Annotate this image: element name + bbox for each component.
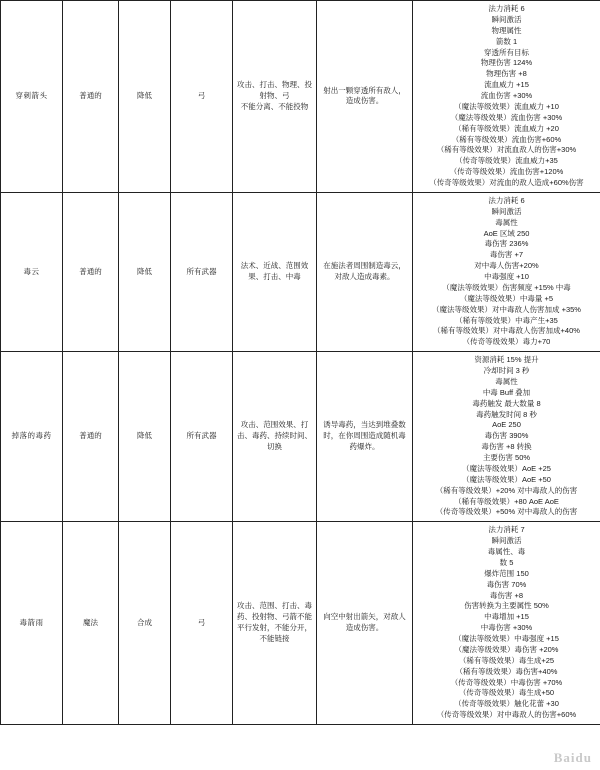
skill-rarity: 降低 (119, 192, 171, 351)
skill-description: 向空中射出箭矢，对敌人造成伤害。 (317, 522, 413, 725)
effect-line: 伤害转换为主要属性 50% (464, 601, 549, 611)
effect-line: 法力消耗 7 (488, 525, 525, 535)
table-body (1, 1, 600, 725)
skill-weapon: 所有武器 (171, 192, 233, 351)
skill-rarity: 降低 (119, 352, 171, 522)
effect-line: （魔法等级效果）AoE +50 (462, 474, 551, 484)
tag-line: 法术、近战、范围效果、打击、中毒 (240, 261, 309, 281)
skill-name: 穿刺箭头 (1, 1, 63, 193)
effect-line: 中毒强度 +10 (484, 272, 529, 281)
effect-line: 法力消耗 6 (488, 4, 525, 13)
effect-line: 中毒 Buff 叠加 (482, 387, 531, 397)
effect-line: 物理伤害 124% (480, 58, 533, 68)
effect-line: 毒伤害 +8 转换 (481, 442, 532, 452)
effect-line: （稀有等级效果）流血威力 +20 (454, 123, 559, 133)
table-row (1, 522, 600, 725)
tag-line: 不能分离、不能投物 (240, 101, 309, 111)
effect-line: 物理伤害 +8 (486, 69, 527, 79)
skill-type: 普通的 (63, 1, 119, 193)
effect-line: 数 5 (499, 557, 514, 567)
effect-line: 毒伤害 +7 (489, 250, 524, 260)
effect-line: （传奇等级效果）对中毒敌人的伤害+60% (436, 710, 577, 720)
effect-line: （稀有等级效果）+20% 对中毒敌人的伤害 (435, 485, 578, 495)
effect-line: （魔法等级效果）中毒强度 +15 (454, 634, 559, 643)
effect-line: （魔法等级效果）AoE +25 (462, 463, 551, 473)
effect-line: （魔法等级效果）对中毒敌人伤害加成 +35% (432, 304, 581, 314)
effect-line: 毒属性、毒 (487, 547, 526, 556)
effect-line: 瞬间激活 (491, 206, 522, 216)
effect-line: （传奇等级效果）流血伤害+120% (449, 167, 564, 177)
skill-type: 魔法 (63, 522, 119, 725)
effect-line: （稀有等级效果）毒生成+25 (458, 655, 555, 665)
effect-line: （传奇等级效果）+50% 对中毒敌人的伤害 (435, 507, 578, 517)
effect-line: 爆炸范围 150 (484, 568, 529, 578)
effect-line: （传奇等级效果）毒生成+50 (458, 688, 555, 698)
effect-line: 瞬间激活 (491, 14, 522, 24)
effect-line: （传奇等级效果）触化花蕾 +30 (454, 699, 559, 709)
skill-type: 普通的 (63, 192, 119, 351)
effect-line: 毒属性 (495, 217, 518, 227)
effect-line: （传奇等级效果）对流血的敌人造成+60%伤害 (429, 178, 584, 187)
effect-line: 毒药触发 最大数量 8 (472, 398, 541, 408)
effect-line: AoE 250 (492, 420, 521, 430)
skill-name: 毒云 (1, 192, 63, 351)
skill-tags (233, 522, 317, 725)
effect-line: 中毒伤害 +30% (480, 623, 533, 633)
effect-line: （魔法等级效果）流血伤害 +30% (450, 112, 563, 122)
skill-weapon: 所有武器 (171, 352, 233, 522)
effect-line: AoE 区域 250 (483, 228, 530, 238)
skill-description: 在施法者周围制造毒云，对敌人造成毒素。 (317, 192, 413, 351)
effect-line: 中毒增加 +15 (484, 612, 529, 622)
effect-line: 毒伤害 70% (486, 579, 527, 589)
skill-name: 掉落的毒药 (1, 352, 63, 522)
effect-line: （稀有等级效果）流血伤害+60% (451, 134, 562, 144)
effect-line: 物理属性 (491, 25, 522, 35)
tag-line: 攻击、范围效果、打击、毒药、持续时间、切换 (237, 420, 312, 452)
effect-line: （魔法等级效果）中毒量 +5 (459, 293, 554, 303)
effect-line: 毒伤害 390% (484, 431, 529, 441)
skill-effects (413, 522, 600, 725)
effect-line: 毒药触发时间 8 秒 (476, 409, 537, 419)
effect-line: （稀有等级效果）+80 AoE AoE (454, 496, 559, 506)
effect-line: （稀有等级效果）中毒产生+35 (455, 315, 558, 325)
skill-description: 射出一颗穿透所有敌人，造成伤害。 (317, 1, 413, 193)
skill-tags (233, 192, 317, 351)
skill-name: 毒箭雨 (1, 522, 63, 725)
effect-line: （稀有等级效果）对流血敌人的伤害+30% (436, 145, 577, 155)
skill-effects (413, 352, 600, 522)
effect-line: 毒属性 (495, 376, 518, 386)
effect-line: 资源消耗 15% 提升 (474, 355, 539, 365)
effect-line: 毒伤害 +8 (489, 590, 524, 600)
effect-line: 毒伤害 236% (484, 239, 529, 249)
effect-line: （稀有等级效果）毒伤害+40% (455, 666, 558, 676)
effect-line: 对中毒人伤害+20% (474, 261, 539, 271)
skill-description: 诱导毒药，当达到堆叠数时，在你周围造成随机毒药爆炸。 (317, 352, 413, 522)
effect-line: （魔法等级效果）流血威力 +10 (454, 101, 559, 111)
effect-line: 箭数 1 (495, 36, 518, 46)
effect-line: 冷却时间 3 秒 (483, 366, 530, 375)
skill-rarity: 降低 (119, 1, 171, 193)
watermark: Baidu (553, 750, 592, 765)
effect-line: （魔法等级效果）伤害频度 +15% 中毒 (442, 282, 571, 292)
skill-tags (233, 1, 317, 193)
skill-rarity: 合成 (119, 522, 171, 725)
skill-tags (233, 352, 317, 522)
effect-line: （传奇等级效果）毒力+70 (462, 337, 551, 347)
tag-line: 平行发射，不能分开，不能链接 (237, 623, 312, 643)
skill-effects (413, 1, 600, 193)
effect-line: 穿透所有目标 (484, 47, 529, 57)
table-row (1, 1, 600, 193)
skill-effects (413, 192, 600, 351)
effect-line: 瞬间激活 (491, 536, 522, 546)
effect-line: （传奇等级效果）流血威力+35 (455, 156, 558, 166)
tag-line: 攻击、打击、物理、投射物、弓 (237, 80, 312, 100)
skill-type: 普通的 (63, 352, 119, 522)
effect-line: 法力消耗 6 (488, 195, 525, 205)
table-row (1, 352, 600, 522)
effect-line: 流血威力 +15 (484, 80, 529, 90)
effect-line: （传奇等级效果）中毒伤害 +70% (450, 677, 563, 687)
effect-line: （稀有等级效果）对中毒敌人伤害加成+40% (433, 326, 580, 336)
effect-line: （魔法等级效果）毒伤害 +20% (454, 644, 559, 654)
effect-line: 流血伤害 +30% (480, 91, 533, 100)
skill-weapon: 弓 (171, 1, 233, 193)
effect-line: 主要伤害 50% (482, 453, 531, 462)
tag-line: 攻击、范围、打击、毒药、投射物、弓箭不能 (237, 601, 312, 622)
skill-weapon: 弓 (171, 522, 233, 725)
table-row (1, 192, 600, 351)
